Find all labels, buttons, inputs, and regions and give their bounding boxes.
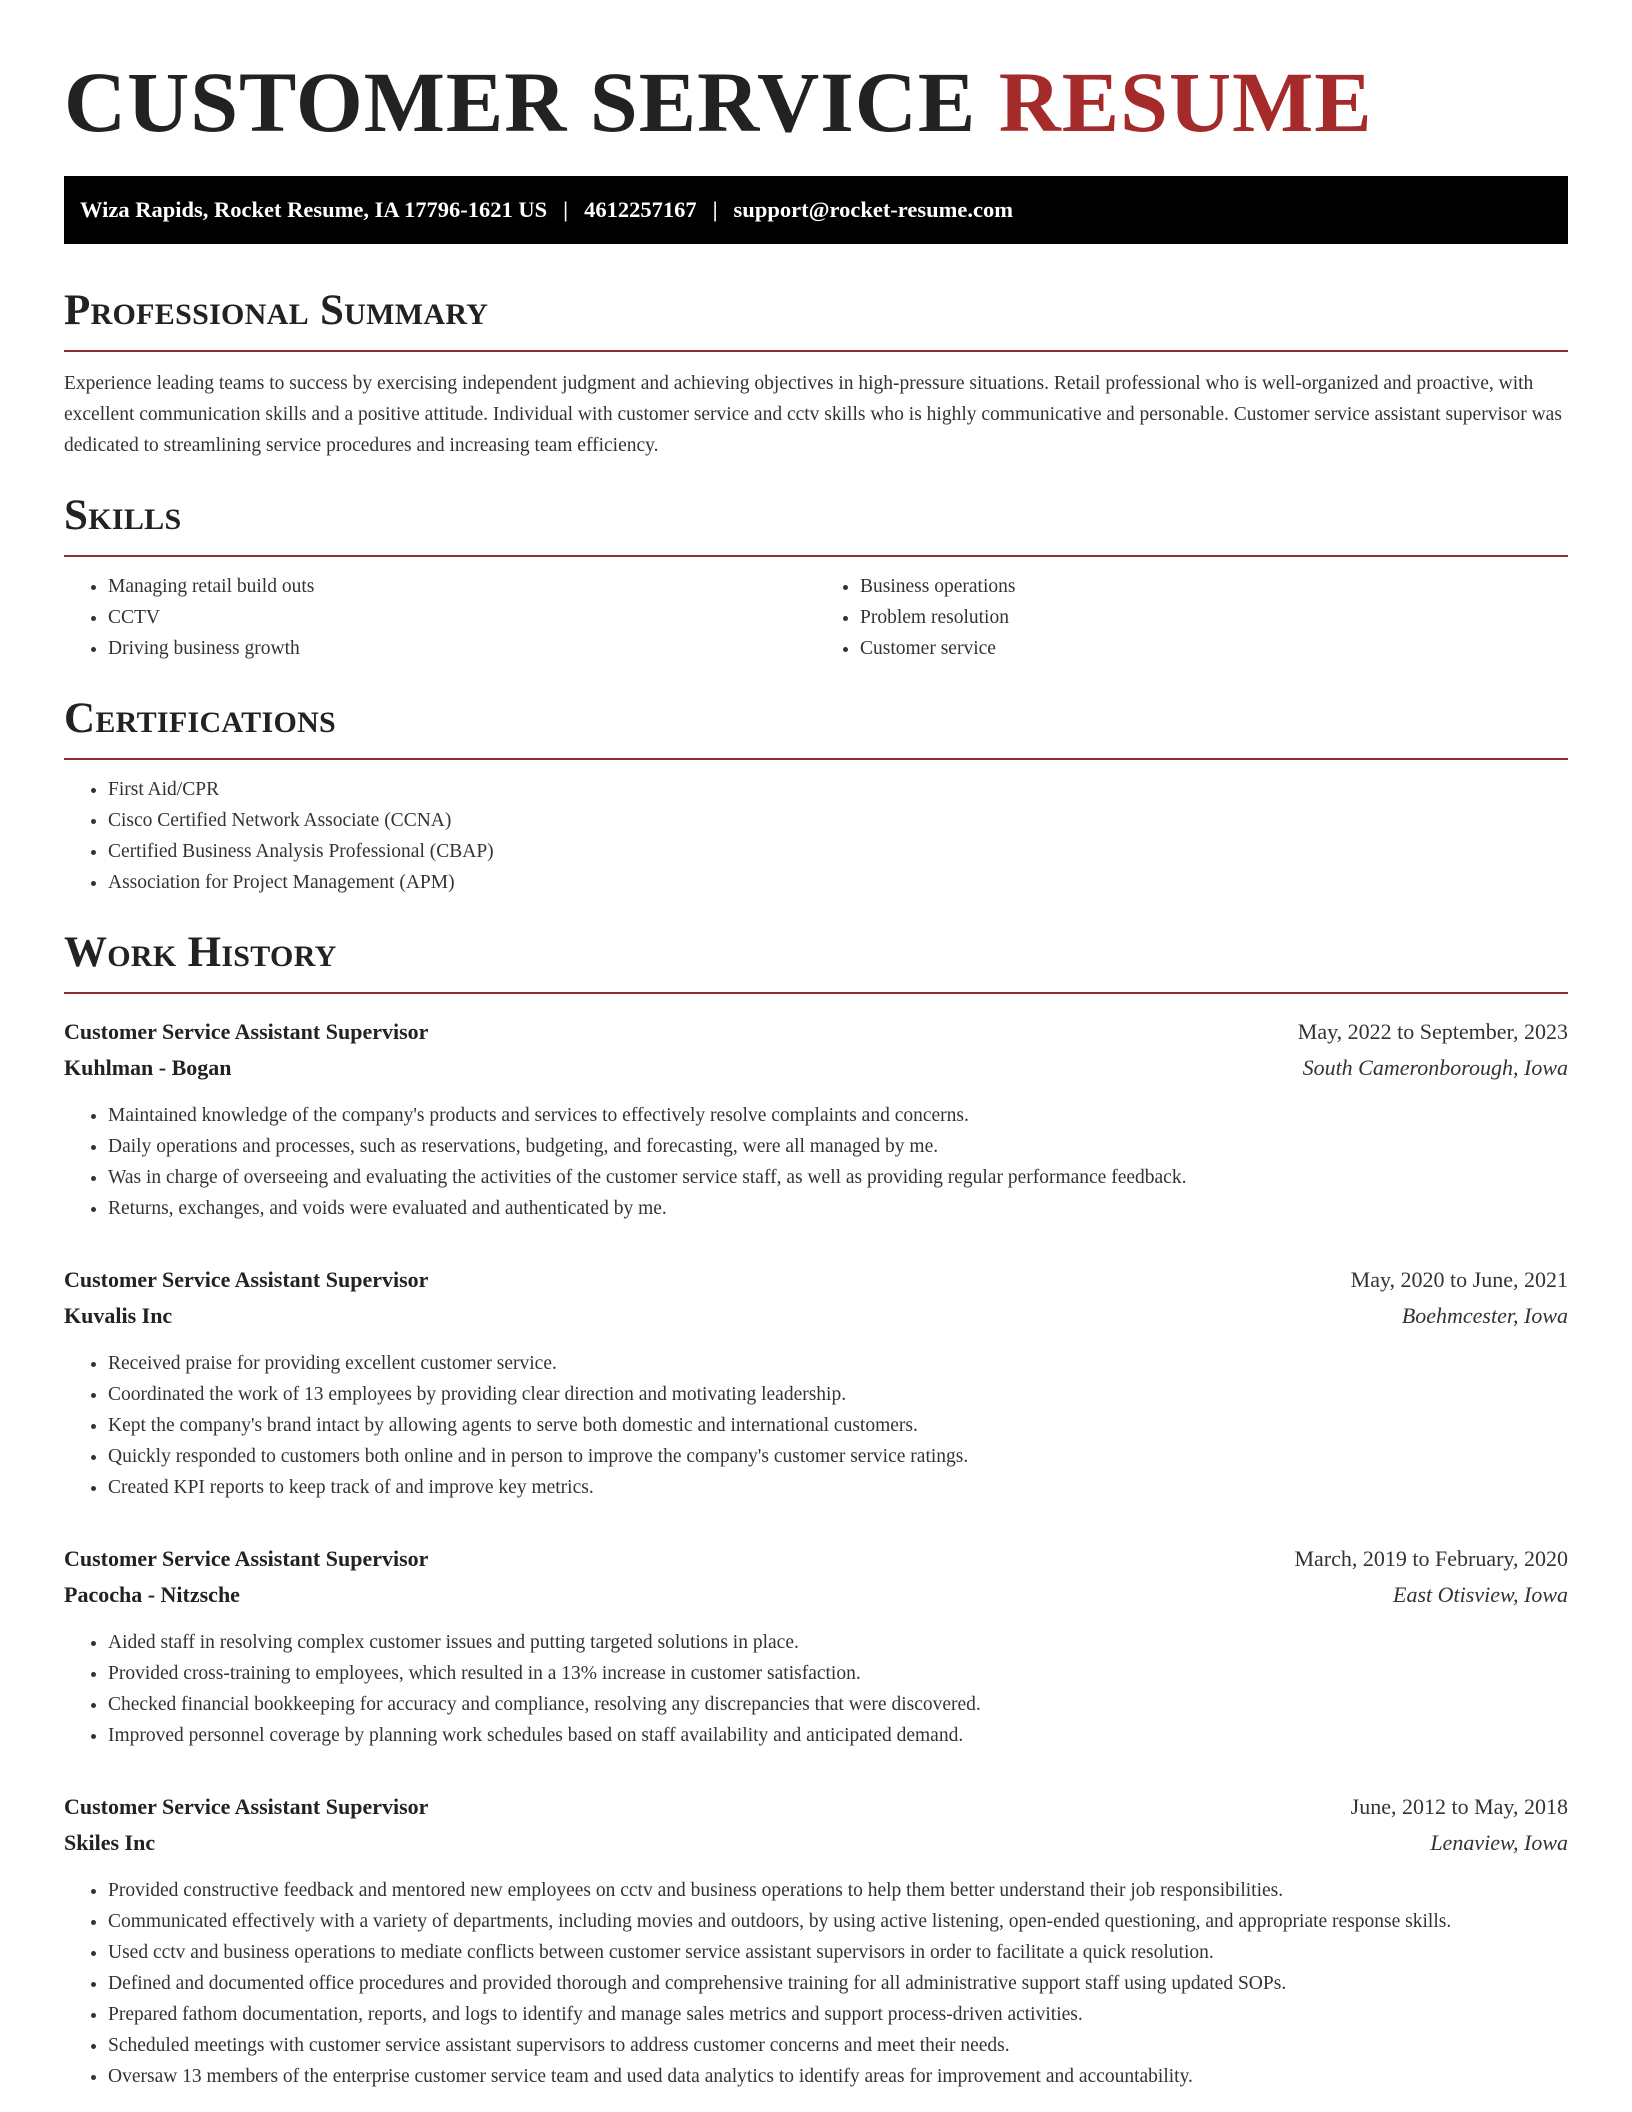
job-dates: May, 2022 to September, 2023: [1297, 1019, 1568, 1044]
section-divider: [64, 555, 1568, 557]
skill-item: • Driving business growth: [108, 633, 816, 664]
job-company-row: [64, 1577, 1568, 1613]
section-divider: [64, 350, 1568, 352]
job-company-row: [64, 1050, 1568, 1086]
skill-item: • Customer service: [860, 633, 1568, 664]
job-dates: May, 2020 to June, 2021: [1350, 1267, 1568, 1292]
job-company: Skiles Inc: [64, 1830, 156, 1855]
job-duty: • Defined and documented office procedures and provided thorough and comprehensive training for all administrative support staff using updated SOPs.: [108, 1968, 1568, 1999]
certification-item: • Association for Project Management (APM): [108, 867, 1568, 898]
job-title: Customer Service Assistant Supervisor: [64, 1794, 429, 1819]
job-duty: • Maintained knowledge of the company's products and services to effectively resolve complaints and concerns.: [108, 1100, 1568, 1131]
job-title: Customer Service Assistant Supervisor: [64, 1267, 429, 1292]
professional-summary-section: [64, 284, 1568, 461]
certifications-list: [64, 774, 1568, 898]
job-location: East Otisview, Iowa: [1393, 1582, 1568, 1607]
job-entry: [64, 1262, 1568, 1503]
job-duty: • Received praise for providing excellent customer service.: [108, 1348, 1568, 1379]
job-duties-list: [64, 1100, 1568, 1224]
job-header-row: [64, 1541, 1568, 1577]
skills-section: [64, 489, 1568, 664]
job-duty: • Checked financial bookkeeping for accuracy and compliance, resolving any discrepancies that were discovered.: [108, 1689, 1568, 1720]
job-entry: [64, 1789, 1568, 2092]
job-duty: • Returns, exchanges, and voids were evaluated and authenticated by me.: [108, 1193, 1568, 1224]
skill-item: • Managing retail build outs: [108, 571, 816, 602]
job-location: Boehmcester, Iowa: [1401, 1303, 1568, 1328]
section-heading-skills: Skills: [64, 492, 182, 539]
section-divider: [64, 758, 1568, 760]
section-heading-certifications: Certifications: [64, 695, 337, 742]
contact-bar: [64, 176, 1568, 244]
job-duties-list: [64, 1875, 1568, 2092]
certification-item: • Cisco Certified Network Associate (CCNA): [108, 805, 1568, 836]
resume-title: [64, 52, 1568, 152]
summary-text: Experience leading teams to success by exercising independent judgment and achieving objectives in high-pressure situations. Retail professional who is well-organized and proactive, with excellent communication skills and a positive attitude. Individual with customer service and cctv skills who is highly communicative and personable. Customer service assistant supervisor was dedicated to streamlining service procedures and increasing team efficiency.: [64, 373, 1562, 456]
job-duty: • Communicated effectively with a variety of departments, including movies and outdoors, by using active listening, open-ended questioning, and appropriate response skills.: [108, 1906, 1568, 1937]
section-heading-work-history: Work History: [64, 929, 337, 976]
job-duty: • Quickly responded to customers both online and in person to improve the company's customer service ratings.: [108, 1441, 1568, 1472]
job-company: Kuvalis Inc: [64, 1303, 173, 1328]
skill-item: • CCTV: [108, 602, 816, 633]
section-divider: [64, 992, 1568, 994]
skills-list-left: [64, 571, 816, 664]
contact-email: support@rocket-resume.com: [733, 197, 1013, 222]
skill-item: • Problem resolution: [860, 602, 1568, 633]
job-duties-list: [64, 1348, 1568, 1503]
job-entry: [64, 1014, 1568, 1224]
job-company: Pacocha - Nitzsche: [64, 1582, 240, 1607]
job-dates: March, 2019 to February, 2020: [1294, 1546, 1568, 1571]
contact-address: Wiza Rapids, Rocket Resume, IA 17796-1621 US: [80, 197, 548, 222]
title-accent: RESUME: [998, 54, 1373, 150]
job-location: Lenaview, Iowa: [1430, 1830, 1568, 1855]
job-duty: • Daily operations and processes, such as reservations, budgeting, and forecasting, were all managed by me.: [108, 1131, 1568, 1162]
job-duty: • Created KPI reports to keep track of and improve key metrics.: [108, 1472, 1568, 1503]
title-main: CUSTOMER SERVICE: [64, 54, 977, 150]
job-title: Customer Service Assistant Supervisor: [64, 1546, 429, 1571]
skills-grid: [64, 571, 1568, 664]
job-duty: • Provided constructive feedback and mentored new employees on cctv and business operations to help them better understand their job responsibilities.: [108, 1875, 1568, 1906]
job-duty: • Improved personnel coverage by planning work schedules based on staff availability and anticipated demand.: [108, 1720, 1568, 1751]
job-duty: • Oversaw 13 members of the enterprise customer service team and used data analytics to identify areas for improvement and accountability.: [108, 2061, 1568, 2092]
job-header-row: [64, 1014, 1568, 1050]
job-company: Kuhlman - Bogan: [64, 1055, 232, 1080]
job-duty: • Coordinated the work of 13 employees by providing clear direction and motivating leadership.: [108, 1379, 1568, 1410]
job-title: Customer Service Assistant Supervisor: [64, 1019, 429, 1044]
skills-list-right: [816, 571, 1568, 664]
job-company-row: [64, 1298, 1568, 1334]
certifications-section: [64, 692, 1568, 898]
job-duty: • Prepared fathom documentation, reports, and logs to identify and manage sales metrics and support process-driven activities.: [108, 1999, 1568, 2030]
job-company-row: [64, 1825, 1568, 1861]
certification-item: • Certified Business Analysis Professional (CBAP): [108, 836, 1568, 867]
job-location: South Cameronborough, Iowa: [1302, 1055, 1568, 1080]
job-duty: • Aided staff in resolving complex customer issues and putting targeted solutions in place.: [108, 1627, 1568, 1658]
section-heading-summary: Professional Summary: [64, 287, 489, 334]
job-duty: • Was in charge of overseeing and evaluating the activities of the customer service staff, as well as providing regular performance feedback.: [108, 1162, 1568, 1193]
job-duty: • Scheduled meetings with customer service assistant supervisors to address customer concerns and meet their needs.: [108, 2030, 1568, 2061]
job-dates: June, 2012 to May, 2018: [1350, 1794, 1568, 1819]
job-header-row: [64, 1789, 1568, 1825]
job-entry: [64, 1541, 1568, 1751]
job-header-row: [64, 1262, 1568, 1298]
job-duty: • Provided cross-training to employees, which resulted in a 13% increase in customer satisfaction.: [108, 1658, 1568, 1689]
contact-phone: 4612257167: [584, 197, 697, 222]
contact-separator: |: [563, 197, 569, 222]
job-duty: • Kept the company's brand intact by allowing agents to serve both domestic and international customers.: [108, 1410, 1568, 1441]
certification-item: • First Aid/CPR: [108, 774, 1568, 805]
work-history-section: [64, 926, 1568, 2092]
job-duty: • Used cctv and business operations to mediate conflicts between customer service assistant supervisors in order to facilitate a quick resolution.: [108, 1937, 1568, 1968]
contact-separator: |: [712, 197, 718, 222]
skill-item: • Business operations: [860, 571, 1568, 602]
job-duties-list: [64, 1627, 1568, 1751]
